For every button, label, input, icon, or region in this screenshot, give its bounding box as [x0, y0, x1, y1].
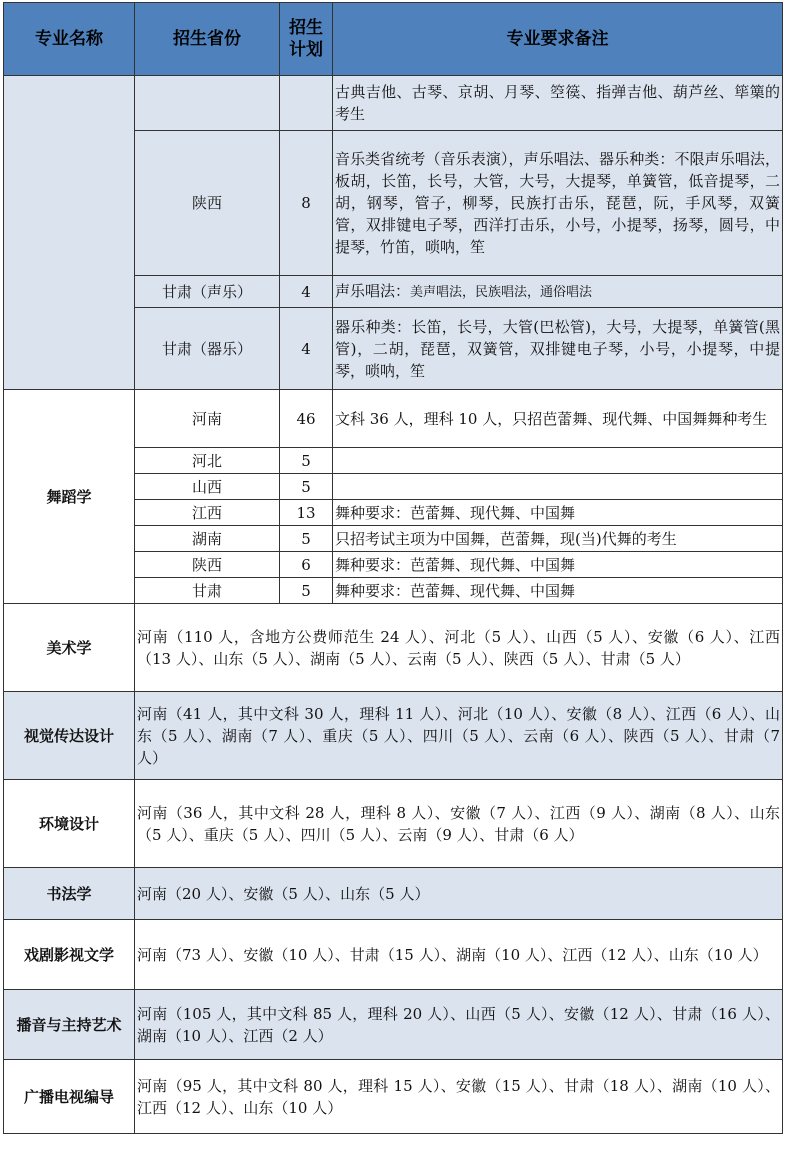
- note-cell: 河南（36 人，其中文科 28 人，理科 8 人）、安徽（7 人）、江西（9 人）、湖南（8 人）、山东（5 人）、重庆（5 人）、四川（5 人）、云南（9 人）、甘肃（6 人）: [135, 780, 783, 868]
- note-cell: 河南（110 人，含地方公费师范生 24 人）、河北（5 人）、山西（5 人）、安徽（6 人）、江西（13 人）、山东（5 人）、湖南（5 人）、云南（5 人）、陕西（5 人）、甘肃（5 人）: [135, 604, 783, 692]
- table-row: [4, 76, 783, 131]
- province-cell: 湖南: [135, 526, 280, 552]
- province-cell: 山西: [135, 474, 280, 500]
- table-row: [4, 780, 783, 868]
- note-cell: 舞种要求：芭蕾舞、现代舞、中国舞: [333, 500, 783, 526]
- table-row: [4, 868, 783, 920]
- province-cell: 甘肃: [135, 578, 280, 604]
- note-cell: 文科 36 人，理科 10 人，只招芭蕾舞、现代舞、中国舞舞种考生: [333, 390, 783, 448]
- enrollment-table: [3, 2, 783, 1134]
- note-cell: 河南（20 人）、安徽（5 人）、山东（5 人）: [135, 868, 783, 920]
- table-row: [4, 692, 783, 780]
- major-cell: 广播电视编导: [4, 1060, 135, 1134]
- plan-cell: 5: [280, 474, 333, 500]
- major-cell: 环境设计: [4, 780, 135, 868]
- note-cell: 音乐类省统考（音乐表演），声乐唱法、器乐种类：不限声乐唱法，板胡，长笛，长号，大管，大号，大提琴，单簧管，低音提琴，二胡，钢琴，管子，柳琴，民族打击乐，琵琶，阮，手风琴，双簧管，双排键电子琴，西洋打击乐，小号，小提琴，扬琴，圆号，中提琴，竹笛，唢呐，笙: [333, 131, 783, 276]
- province-cell: 甘肃（器乐）: [135, 308, 280, 390]
- province-cell: 河南: [135, 390, 280, 448]
- major-cell: 美术学: [4, 604, 135, 692]
- plan-cell: 4: [280, 308, 333, 390]
- major-cell-music: [4, 76, 135, 390]
- header-plan-line2: 计划: [289, 40, 323, 60]
- note-cell: [333, 474, 783, 500]
- major-cell: 播音与主持艺术: [4, 990, 135, 1060]
- note-cell: 舞种要求：芭蕾舞、现代舞、中国舞: [333, 552, 783, 578]
- header-major: 专业名称: [4, 3, 135, 76]
- note-cell: 河南（95 人，其中文科 80 人，理科 15 人）、安徽（15 人）、甘肃（18 人）、湖南（10 人）、江西（12 人）、山东（10 人）: [135, 1060, 783, 1134]
- header-province: 招生省份: [135, 3, 280, 76]
- header-plan-line1: 招生: [289, 18, 323, 38]
- header-plan: [280, 3, 333, 76]
- note-cell: 古典吉他、古琴、京胡、月琴、箜篌、指弹吉他、葫芦丝、筚篥的考生: [333, 76, 783, 131]
- note-cell: 河南（105 人，其中文科 85 人，理科 20 人）、山西（5 人）、安徽（12 人）、甘肃（16 人）、湖南（10 人）、江西（2 人）: [135, 990, 783, 1060]
- note-cell: [333, 276, 783, 308]
- note-cell: 舞种要求：芭蕾舞、现代舞、中国舞: [333, 578, 783, 604]
- table-row: [4, 390, 783, 448]
- note-cell: 河南（41 人，其中文科 30 人，理科 11 人）、河北（10 人）、安徽（8 人）、江西（6 人）、山东（5 人）、湖南（7 人）、重庆（5 人）、四川（5 人）、云南（6 人）、陕西（5 人）、甘肃（7 人）: [135, 692, 783, 780]
- major-cell: 书法学: [4, 868, 135, 920]
- table-row: [4, 1060, 783, 1134]
- province-cell: 陕西: [135, 131, 280, 276]
- table-row: [4, 604, 783, 692]
- note-label: 声乐唱法：: [335, 281, 411, 300]
- plan-cell: 5: [280, 578, 333, 604]
- plan-cell: 8: [280, 131, 333, 276]
- table-row: [4, 920, 783, 990]
- header-note: 专业要求备注: [333, 3, 783, 76]
- major-cell-dance: 舞蹈学: [4, 390, 135, 604]
- note-cell: 只招考试主项为中国舞，芭蕾舞，现(当)代舞的考生: [333, 526, 783, 552]
- plan-cell: 4: [280, 276, 333, 308]
- plan-cell: 6: [280, 552, 333, 578]
- table-row: [4, 990, 783, 1060]
- province-cell: 甘肃（声乐）: [135, 276, 280, 308]
- major-cell: 视觉传达设计: [4, 692, 135, 780]
- plan-cell: 13: [280, 500, 333, 526]
- note-cell: 河南（73 人）、安徽（10 人）、甘肃（15 人）、湖南（10 人）、江西（12 人）、山东（10 人）: [135, 920, 783, 990]
- note-cell: [333, 448, 783, 474]
- plan-cell: 5: [280, 448, 333, 474]
- plan-cell: [280, 76, 333, 131]
- note-detail: 美声唱法，民族唱法，通俗唱法: [410, 284, 593, 300]
- header-row: [4, 3, 783, 76]
- note-cell: 器乐种类：长笛，长号，大管(巴松管)，大号，大提琴，单簧管(黑管)，二胡，琵琶，双簧管，双排键电子琴，小号，小提琴，中提琴，唢呐，笙: [333, 308, 783, 390]
- plan-cell: 5: [280, 526, 333, 552]
- province-cell: 河北: [135, 448, 280, 474]
- province-cell: 江西: [135, 500, 280, 526]
- major-cell: 戏剧影视文学: [4, 920, 135, 990]
- province-cell: 陕西: [135, 552, 280, 578]
- plan-cell: 46: [280, 390, 333, 448]
- province-cell: [135, 76, 280, 131]
